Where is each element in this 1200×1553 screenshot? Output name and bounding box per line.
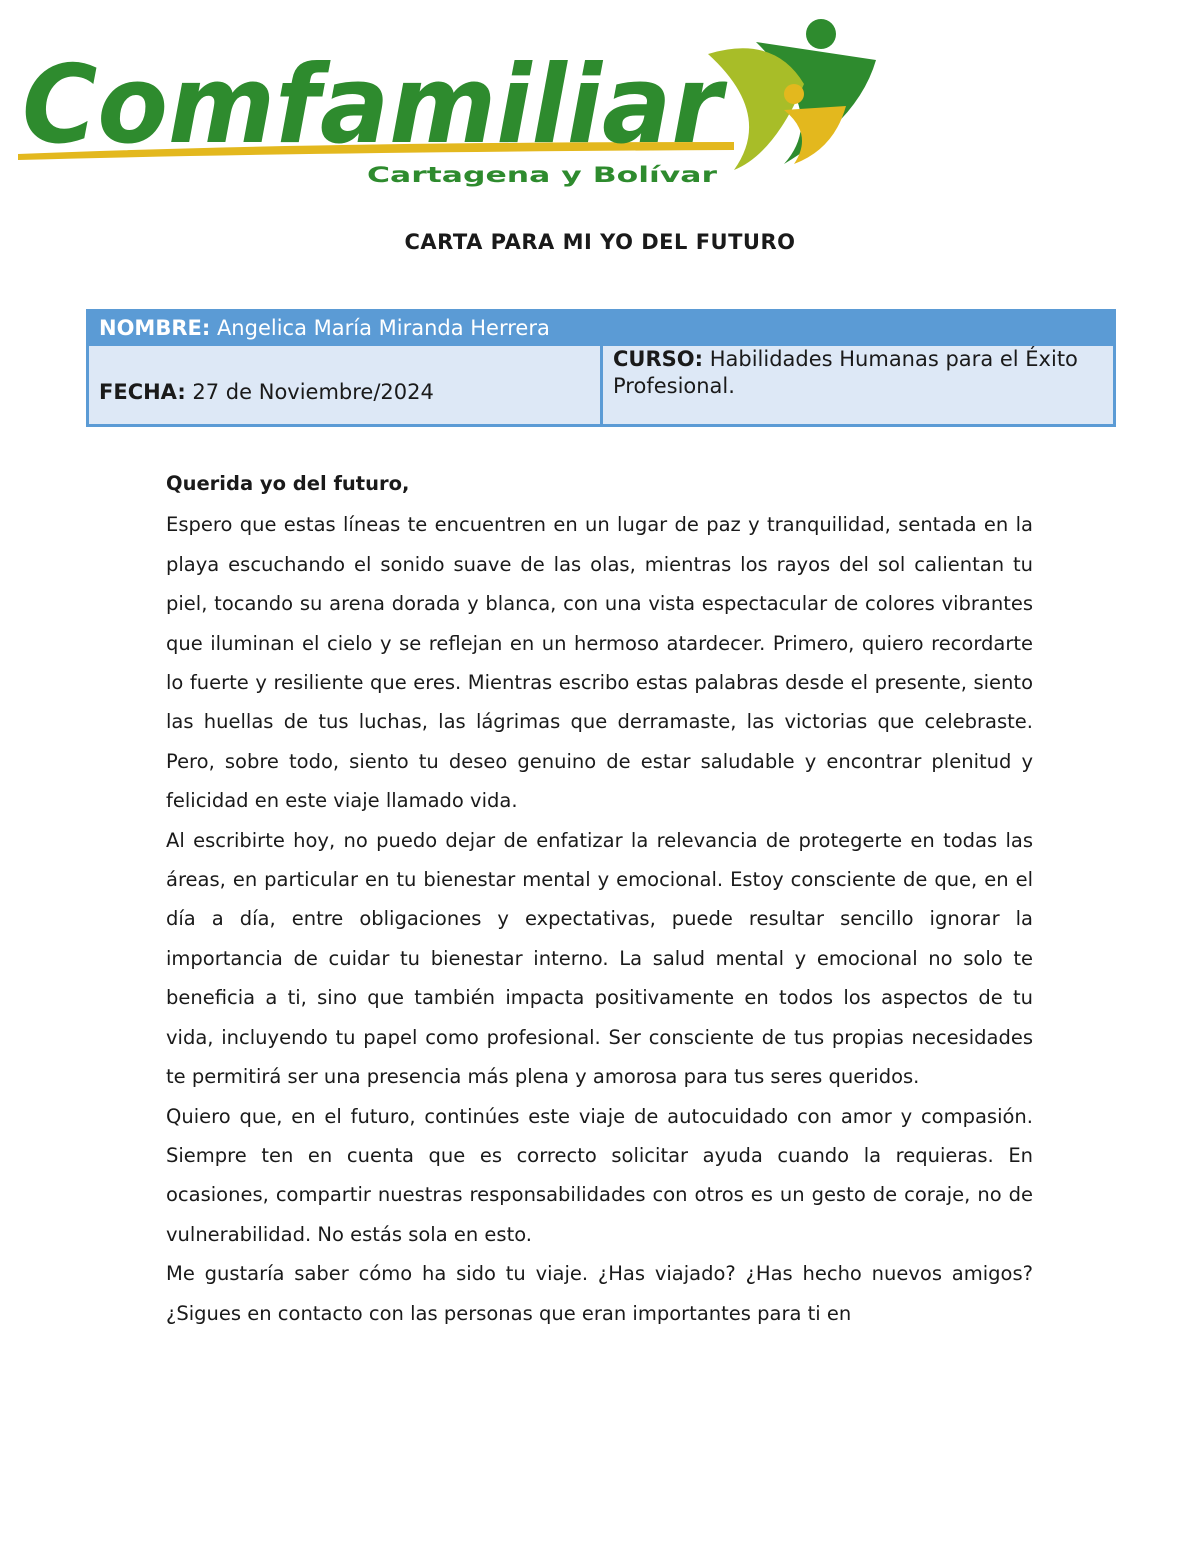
curso-value: Habilidades Humanas para el Éxito Profesional. [613,347,1078,398]
fecha-label: FECHA: [99,380,186,404]
letter-paragraph-3: Quiero que, en el futuro, continúes este viaje de autocuidado con amor y compasión. Siempre ten en cuenta que es correcto solicitar ayuda cuando la requieras. En ocasiones, compartir nuestras responsabilidades con otros es un gesto de coraje, no de vulnerabilidad. No estás sola en esto. [166,1104,1033,1246]
info-table [86,309,1116,427]
nombre-label: NOMBRE: [99,315,211,340]
logo-figure-head-green [806,19,836,49]
logo-wordmark: Comfamiliar [22,43,728,168]
nombre-cell [88,311,1115,345]
letter-body [166,464,1033,1333]
document-title: CARTA PARA MI YO DEL FUTURO [404,230,796,254]
logo-swoosh-olive [708,48,804,170]
nombre-value: Angelica María Miranda Herrera [216,315,550,340]
fecha-cell [88,345,602,426]
letter-paragraph-1: Espero que estas líneas te encuentren en un lugar de paz y tranquilidad, sentada en la playa escuchando el sonido suave de las olas, mientras los rayos del sol calientan tu piel, tocando su arena dorada y blanca, con una vista espectacular de colores vibrantes que iluminan el cielo y se reflejan en un hermoso atardecer. Primero, quiero recordarte lo fuerte y resiliente que eres. Mientras escribo estas palabras desde el presente, siento las huellas de tus luchas, las lágrimas que derramaste, las victorias que celebraste. Pero, sobre todo, siento tu deseo genuino de estar saludable y encontrar plenitud y felicidad en este viaje llamado vida. [166,513,1033,813]
comfamiliar-logo [14,14,884,194]
logo-figure-head-yellow [784,84,804,104]
logo-subtitle: Cartagena y Bolívar [367,163,718,187]
fecha-value: 27 de Noviembre/2024 [192,380,434,404]
curso-label: CURSO: [613,347,704,371]
letter-greeting: Querida yo del futuro, [166,472,410,495]
letter-paragraph-2: Al escribirte hoy, no puedo dejar de enfatizar la relevancia de protegerte en todas las áreas, en particular en tu bienestar mental y emocional. Estoy consciente de que, en el día a día, entre obligaciones y expectativas, puede resultar sencillo ignorar la importancia de cuidar tu bienestar interno. La salud mental y emocional no solo te beneficia a ti, sino que también impacta positivamente en todos los aspectos de tu vida, incluyendo tu papel como profesional. Ser consciente de tus propias necesidades te permitirá ser una presencia más plena y amorosa para tus seres queridos. [166,828,1033,1089]
curso-cell [602,345,1115,426]
letter-paragraph-4: Me gustaría saber cómo ha sido tu viaje. ¿Has viajado? ¿Has hecho nuevos amigos? ¿Sigues en contacto con las personas que eran importantes para ti en [166,1262,1033,1325]
